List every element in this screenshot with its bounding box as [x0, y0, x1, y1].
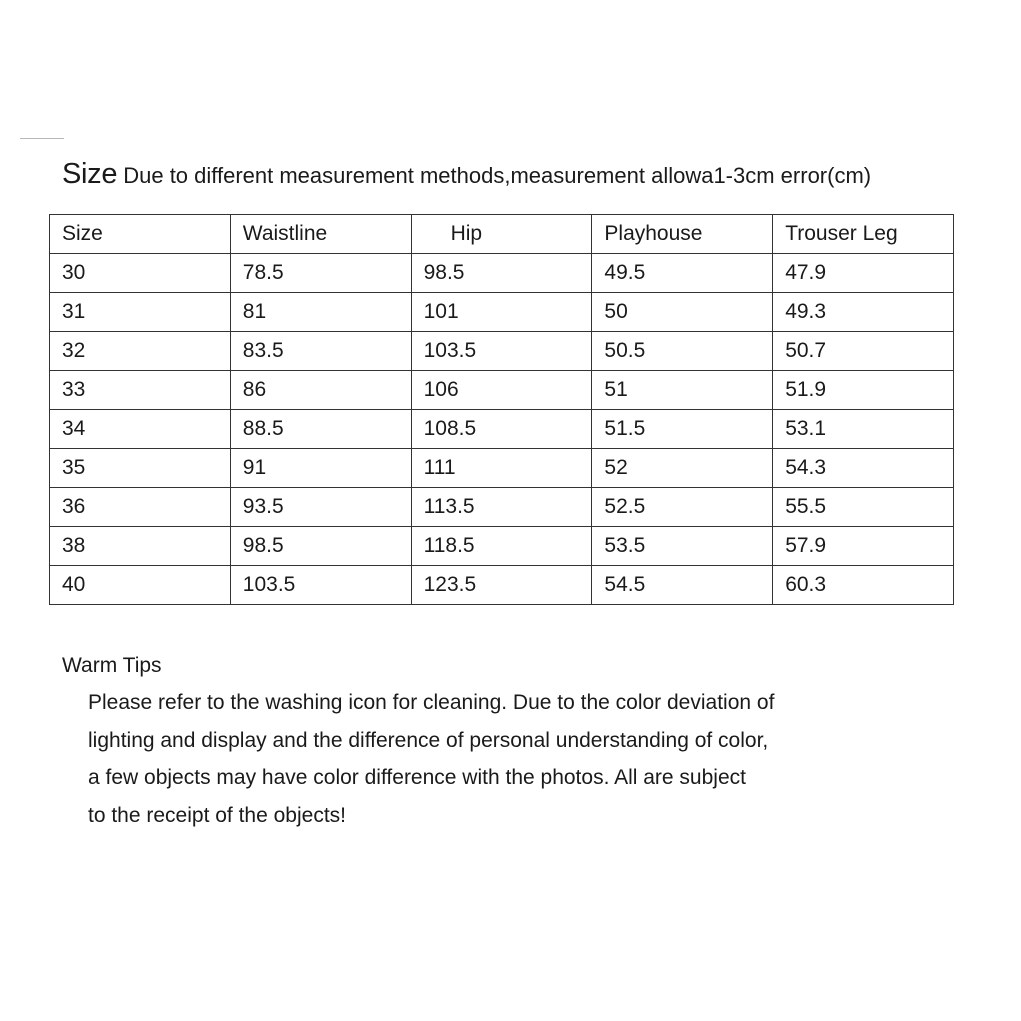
cell-hip: 123.5 — [411, 566, 592, 605]
cell-waistline: 83.5 — [230, 332, 411, 371]
table-row — [50, 410, 954, 449]
cell-waistline: 78.5 — [230, 254, 411, 293]
cell-waistline: 88.5 — [230, 410, 411, 449]
cell-waistline: 103.5 — [230, 566, 411, 605]
header-hip: Hip — [411, 215, 592, 254]
cell-hip: 111 — [411, 449, 592, 488]
table-row — [50, 488, 954, 527]
cell-hip: 108.5 — [411, 410, 592, 449]
cell-size: 38 — [50, 527, 231, 566]
table-row — [50, 449, 954, 488]
cell-waistline: 86 — [230, 371, 411, 410]
cell-waistline: 98.5 — [230, 527, 411, 566]
warm-tips-line: Please refer to the washing icon for cleaning. Due to the color deviation of — [88, 691, 775, 714]
cell-hip: 118.5 — [411, 527, 592, 566]
header-playhouse: Playhouse — [592, 215, 773, 254]
top-divider — [20, 138, 64, 139]
cell-playhouse: 51.5 — [592, 410, 773, 449]
table-row — [50, 371, 954, 410]
cell-waistline: 81 — [230, 293, 411, 332]
table-row — [50, 527, 954, 566]
header-waistline: Waistline — [230, 215, 411, 254]
cell-trouser-leg: 51.9 — [773, 371, 954, 410]
warm-tips-heading: Warm Tips — [62, 654, 162, 677]
warm-tips-section — [62, 652, 922, 834]
table-row — [50, 566, 954, 605]
cell-trouser-leg: 60.3 — [773, 566, 954, 605]
cell-playhouse: 52.5 — [592, 488, 773, 527]
cell-hip: 101 — [411, 293, 592, 332]
header-size: Size — [50, 215, 231, 254]
cell-size: 30 — [50, 254, 231, 293]
warm-tips-line: a few objects may have color difference with the photos. All are subject — [88, 766, 746, 789]
cell-trouser-leg: 57.9 — [773, 527, 954, 566]
cell-trouser-leg: 49.3 — [773, 293, 954, 332]
cell-waistline: 93.5 — [230, 488, 411, 527]
size-chart-title — [62, 160, 871, 189]
title-size-word: Size — [62, 158, 118, 190]
cell-playhouse: 53.5 — [592, 527, 773, 566]
cell-playhouse: 50 — [592, 293, 773, 332]
cell-size: 33 — [50, 371, 231, 410]
cell-hip: 106 — [411, 371, 592, 410]
warm-tips-body — [62, 684, 922, 834]
cell-size: 31 — [50, 293, 231, 332]
cell-size: 34 — [50, 410, 231, 449]
table-header-row — [50, 215, 954, 254]
cell-hip: 113.5 — [411, 488, 592, 527]
cell-size: 40 — [50, 566, 231, 605]
table-row — [50, 332, 954, 371]
cell-size: 36 — [50, 488, 231, 527]
table-row — [50, 293, 954, 332]
cell-playhouse: 54.5 — [592, 566, 773, 605]
cell-playhouse: 49.5 — [592, 254, 773, 293]
header-trouser-leg: Trouser Leg — [773, 215, 954, 254]
table-row — [50, 254, 954, 293]
cell-hip: 103.5 — [411, 332, 592, 371]
title-measurement-note: Due to different measurement methods,measurement allowa1-3cm error(cm) — [123, 163, 872, 188]
cell-size: 32 — [50, 332, 231, 371]
size-chart-table — [49, 214, 954, 605]
cell-playhouse: 52 — [592, 449, 773, 488]
warm-tips-line: to the receipt of the objects! — [88, 803, 346, 827]
cell-trouser-leg: 47.9 — [773, 254, 954, 293]
warm-tips-line: lighting and display and the difference of personal understanding of color, — [88, 728, 769, 752]
cell-trouser-leg: 53.1 — [773, 410, 954, 449]
cell-hip: 98.5 — [411, 254, 592, 293]
cell-waistline: 91 — [230, 449, 411, 488]
cell-size: 35 — [50, 449, 231, 488]
cell-trouser-leg: 50.7 — [773, 332, 954, 371]
cell-trouser-leg: 55.5 — [773, 488, 954, 527]
cell-playhouse: 50.5 — [592, 332, 773, 371]
cell-trouser-leg: 54.3 — [773, 449, 954, 488]
cell-playhouse: 51 — [592, 371, 773, 410]
